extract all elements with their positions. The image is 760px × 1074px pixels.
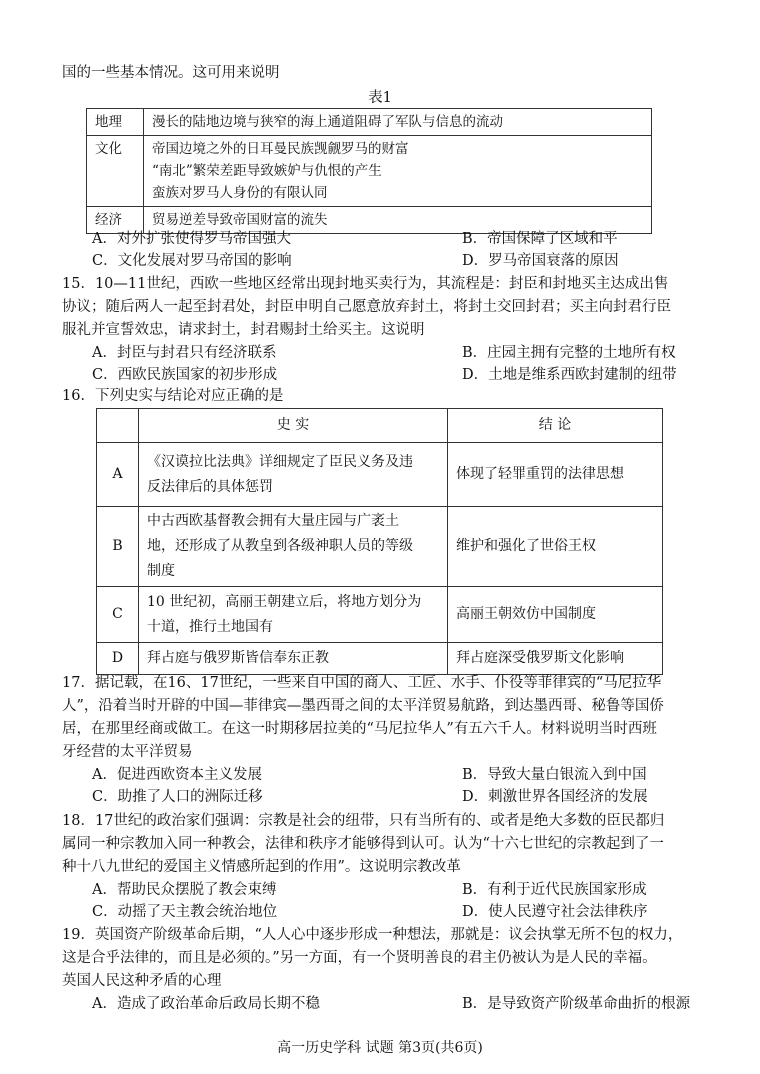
row-fact: 中古西欧基督教会拥有大量庄园与广袤土 地，还形成了从教皇到各级神职人员的等级 制度 — [139, 507, 448, 587]
q17-option-a: A．促进西欧资本主义发展 — [92, 767, 262, 783]
q18-stem: 属同一种宗教加入同一种教会，法律和秩序才能够得到认可。认为“十六七世纪的宗教起到了一 — [62, 836, 664, 852]
q16-stem: 16．下列史实与结论对应正确的是 — [62, 388, 284, 404]
table1-content: 漫长的陆地边境与狭窄的海上通道阻碍了军队与信息的流动 — [144, 109, 652, 136]
table1-caption: 表1 — [368, 90, 392, 106]
option-row — [92, 786, 648, 808]
table1-content: 贸易逆差导致帝国财富的流失 — [144, 207, 652, 234]
q18-stem: 18．17世纪的政治家们强调：宗教是社会的纽带，只有当所有的、或者是绝大多数的臣民都归 — [62, 813, 665, 829]
q14-option-c: C．文化发展对罗马帝国的影响 — [92, 253, 292, 269]
table2-header-conclusion: 结 论 — [448, 409, 663, 443]
q14-stem-tail: 国的一些基本情况。这可用来说明 — [62, 65, 280, 81]
table1-key: 经济 — [87, 207, 144, 234]
row-fact: 拜占庭与俄罗斯皆信奉东正教 — [139, 643, 448, 675]
table2-header-row — [97, 409, 663, 443]
q15-option-d: D．土地是维系西欧封建制的纽带 — [462, 367, 677, 383]
row-fact: 10 世纪初，高丽王朝建立后，将地方划分为 十道，推行土地国有 — [139, 587, 448, 643]
q15-stem: 服礼并宣誓效忠，请求封土，封君赐封土给买主。这说明 — [62, 322, 425, 338]
q19-stem: 英国人民这种矛盾的心理 — [62, 973, 222, 989]
option-row — [92, 901, 648, 923]
table1-key: 地理 — [87, 109, 144, 136]
option-row — [92, 764, 647, 786]
q17-stem: 牙经营的太平洋贸易 — [62, 744, 193, 760]
q19-stem: 这是合乎法律的，而且是必须的。”另一方面，有一个贤明善良的君主仍被认为是人民的幸福。 — [62, 950, 657, 966]
q17-option-b: B．导致大量白银流入到中国 — [462, 767, 647, 783]
option-row — [92, 250, 619, 272]
table1-row — [87, 109, 652, 136]
row-fact: 《汉谟拉比法典》详细规定了臣民义务及违 反法律后的具体惩罚 — [139, 443, 448, 507]
q14-option-a: A．对外扩张使得罗马帝国强大 — [92, 231, 291, 247]
q19-stem: 19．英国资产阶级革命后期，“人人心中逐步形成一种想法，那就是：议会执掌无所不包的权力， — [62, 927, 683, 943]
q18-option-c: C．动摇了天主教会统治地位 — [92, 904, 278, 920]
row-letter: B — [97, 507, 139, 587]
table-row — [97, 643, 663, 675]
q15-option-a: A．封臣与封君只有经济联系 — [92, 345, 277, 361]
row-conclusion: 体现了轻罪重罚的法律思想 — [448, 443, 663, 507]
q14-option-b: B．帝国保障了区域和平 — [462, 231, 618, 247]
table-row — [97, 507, 663, 587]
table1 — [86, 108, 652, 234]
option-row — [92, 342, 676, 364]
option-row — [92, 364, 677, 386]
table2-header-letter — [97, 409, 139, 443]
q15-option-c: C．西欧民族国家的初步形成 — [92, 367, 278, 383]
option-row — [92, 993, 691, 1015]
q17-stem: 居，在那里经商或做工。在这一时期移居拉美的“马尼拉华人”有五六千人。材料说明当时西班 — [62, 721, 657, 737]
row-conclusion: 维护和强化了世俗王权 — [448, 507, 663, 587]
row-letter: A — [97, 443, 139, 507]
q17-stem: 17．据记载，在16、17世纪，一些来自中国的商人、工匠、水手、仆役等菲律宾的“马尼拉华 — [62, 675, 662, 691]
q17-option-d: D．刺激世界各国经济的发展 — [462, 789, 648, 805]
q18-option-a: A．帮助民众摆脱了教会束缚 — [92, 882, 277, 898]
q18-option-b: B．有利于近代民族国家形成 — [462, 882, 647, 898]
q17-stem: 人”，沿着当时开辟的中国—菲律宾—墨西哥之间的太平洋贸易航路，到达墨西哥、秘鲁等国侨 — [62, 698, 664, 714]
table2-header-fact: 史 实 — [139, 409, 448, 443]
table-row — [97, 587, 663, 643]
row-conclusion: 高丽王朝效仿中国制度 — [448, 587, 663, 643]
table1-row — [87, 136, 652, 207]
row-conclusion: 拜占庭深受俄罗斯文化影响 — [448, 643, 663, 675]
option-row — [92, 228, 618, 250]
q14-option-d: D．罗马帝国衰落的原因 — [462, 253, 619, 269]
table1-key: 文化 — [87, 136, 144, 207]
table1-content: 帝国边境之外的日耳曼民族觊觎罗马的财富 “南北”繁荣差距导致嫉妒与仇恨的产生 蛮族对罗马人身份的有限认同 — [144, 136, 652, 207]
q19-option-b: B．是导致资产阶级革命曲折的根源 — [462, 996, 691, 1012]
q17-option-c: C．助推了人口的洲际迁移 — [92, 789, 263, 805]
q19-option-a: A．造成了政治革命后政局长期不稳 — [92, 996, 320, 1012]
q18-option-d: D．使人民遵守社会法律秩序 — [462, 904, 648, 920]
option-row — [92, 879, 647, 901]
row-letter: C — [97, 587, 139, 643]
page-footer: 高一历史学科 试题 第3页(共6页) — [277, 1040, 483, 1056]
q18-stem: 种十八九世纪的爱国主义情感所起到的作用”。这说明宗教改革 — [62, 859, 461, 875]
table2 — [96, 408, 663, 675]
row-letter: D — [97, 643, 139, 675]
table-row — [97, 443, 663, 507]
q15-stem: 协议；随后两人一起至封君处，封臣申明自己愿意放弃封土，将封土交回封君；买主向封君行臣 — [62, 299, 671, 315]
q15-stem: 15．10—11世纪，西欧一些地区经常出现封地买卖行为，其流程是：封臣和封地买主达成出售 — [62, 276, 669, 292]
q15-option-b: B．庄园主拥有完整的土地所有权 — [462, 345, 676, 361]
